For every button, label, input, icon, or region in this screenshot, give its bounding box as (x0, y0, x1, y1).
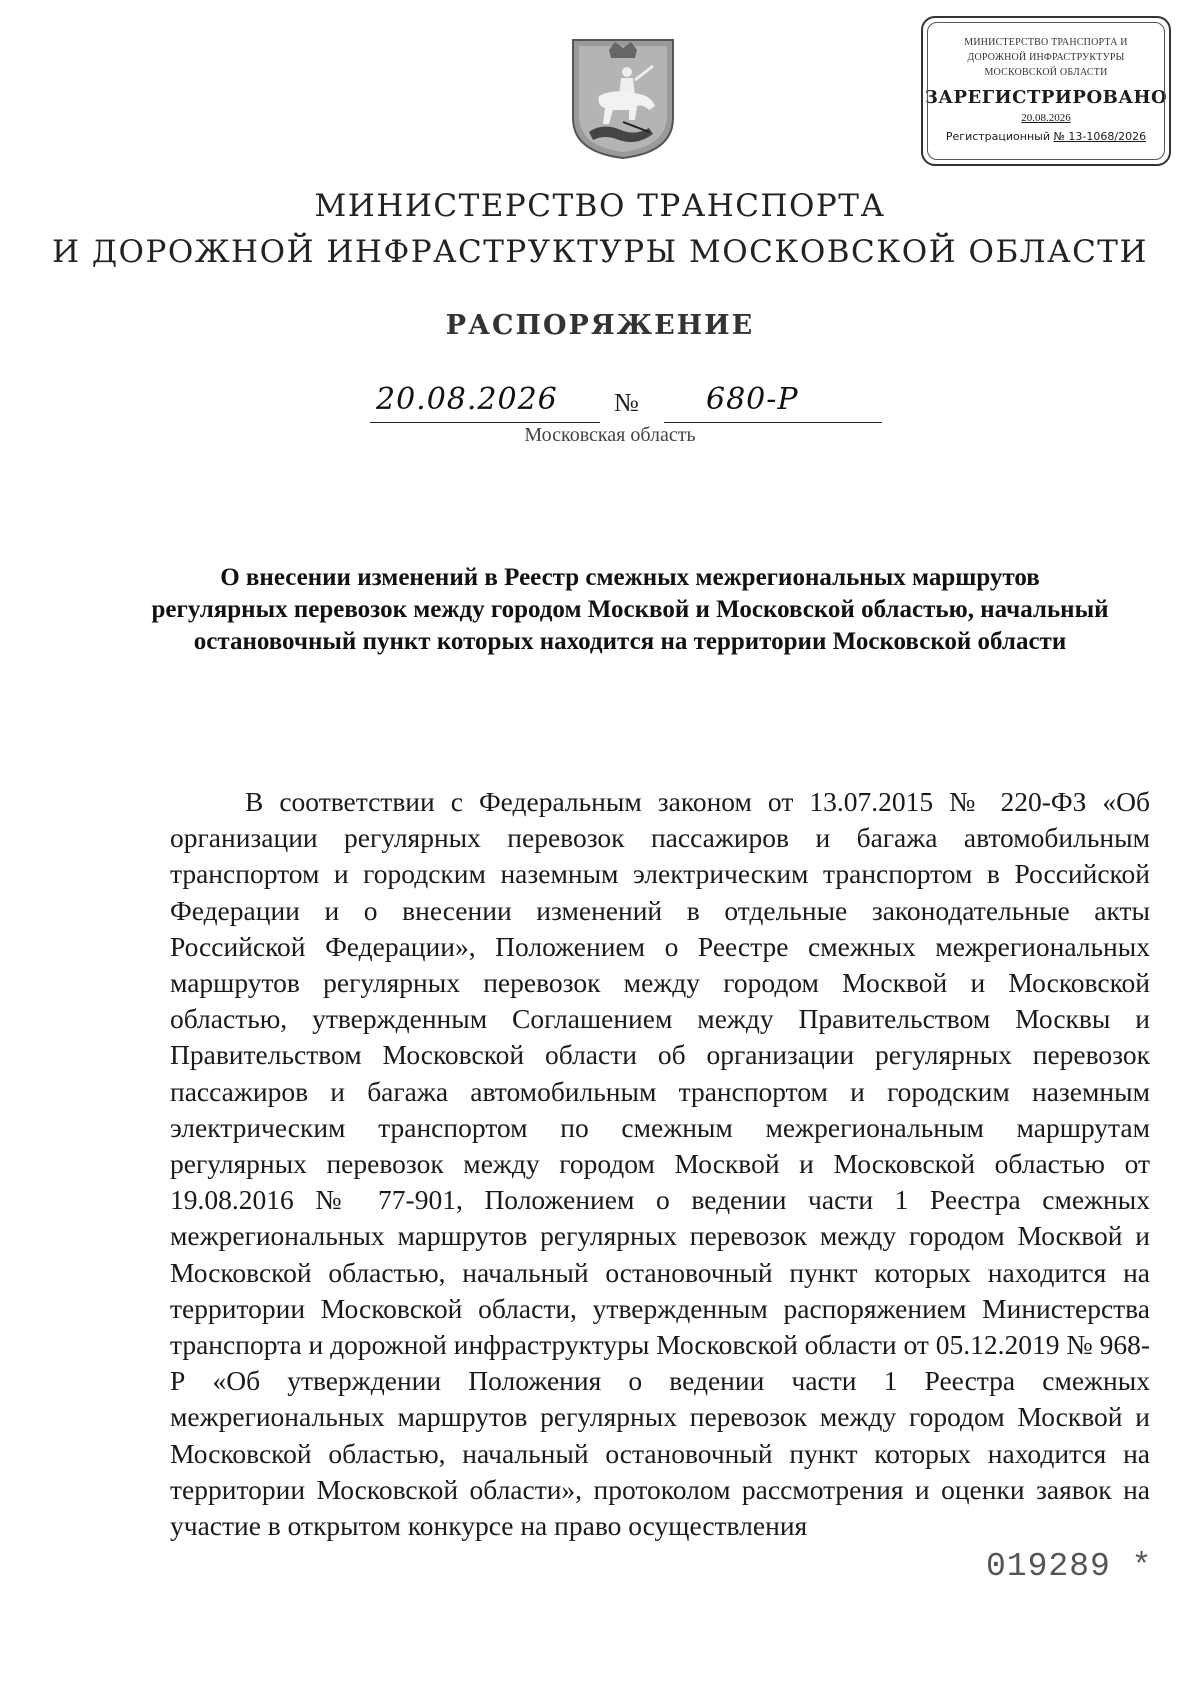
number-sign: № (614, 388, 639, 417)
ministry-name-line-1: МИНИСТЕРСТВО ТРАНСПОРТА (314, 188, 886, 224)
order-date-handwritten: 20.08.2026 (376, 382, 558, 417)
stamp-org-line-1: МИНИСТЕРСТВО ТРАНСПОРТА И (964, 37, 1128, 48)
document-title: О внесении изменений в Реестр смежных межрегиональных маршрутов регулярных перевозок между городом Москвой и Московской областью, начальный остановочный пункт которых находится на территории Московской области (151, 564, 1109, 655)
document-serial-number: 019289 * (986, 1548, 1153, 1585)
stamp-reg-label: Регистрационный (945, 130, 1050, 143)
stamp-status: ЗАРЕГИСТРИРОВАНО (924, 87, 1168, 108)
document-type: РАСПОРЯЖЕНИЕ (445, 310, 755, 341)
stamp-org-line-3: МОСКОВСКОЙ ОБЛАСТИ (984, 67, 1108, 78)
stamp-date: 20.08.2026 (1021, 112, 1071, 124)
ministry-name-line-2: И ДОРОЖНОЙ ИНФРАСТРУКТУРЫ МОСКОВСКОЙ ОБЛАСТИ (51, 234, 1149, 270)
stamp-org-line-2: ДОРОЖНОЙ ИНФРАСТРУКТУРЫ (967, 52, 1125, 63)
place-of-issue: Московская область (524, 424, 696, 446)
order-number-field (664, 382, 882, 423)
order-number-handwritten: 680-Р (706, 382, 799, 417)
registration-stamp (921, 16, 1171, 166)
order-date-field (370, 382, 600, 423)
stamp-inner-border (927, 22, 1165, 160)
stamp-reg-value: № 13-1068/2026 (1053, 130, 1147, 143)
moscow-region-coat-of-arms-icon (569, 36, 677, 162)
body-paragraph: В соответствии с Федеральным законом от 13.07.2015 № 220-ФЗ «Об организации регулярных перевозок пассажиров и багажа автомобильным транспортом и городским наземным электрическим транспортом в Российской Федерации и о внесении изменений в отдельные законодательные акты Российской Федерации», Положением о Реестре смежных межрегиональных маршрутов регулярных перевозок между городом Москвой и Московской областью, утвержденным Соглашением между Правительством Москвы и Правительством Московской области об организации регулярных перевозок пассажиров и багажа автомобильным транспортом и городским наземным электрическим транспортом по смежным межрегиональным маршрутам регулярных перевозок между городом Москвой и Московской областью от 19.08.2016 № 77-901, Положением о ведении части 1 Реестра смежных межрегиональных маршрутов регулярных перевозок между городом Москвой и Московской областью, начальный остановочный пункт которых находится на территории Московской области, утвержденным распоряжением Министерства транспорта и дорожной инфраструктуры Московской области от 05.12.2019 № 968-Р «Об утверждении Положения о ведении части 1 Реестра смежных межрегиональных маршрутов регулярных перевозок между городом Москвой и Московской областью, начальный остановочный пункт которых находится на территории Московской области», протоколом рассмотрения и оценки заявок на участие в открытом конкурсе на право осуществления (170, 786, 1150, 1542)
